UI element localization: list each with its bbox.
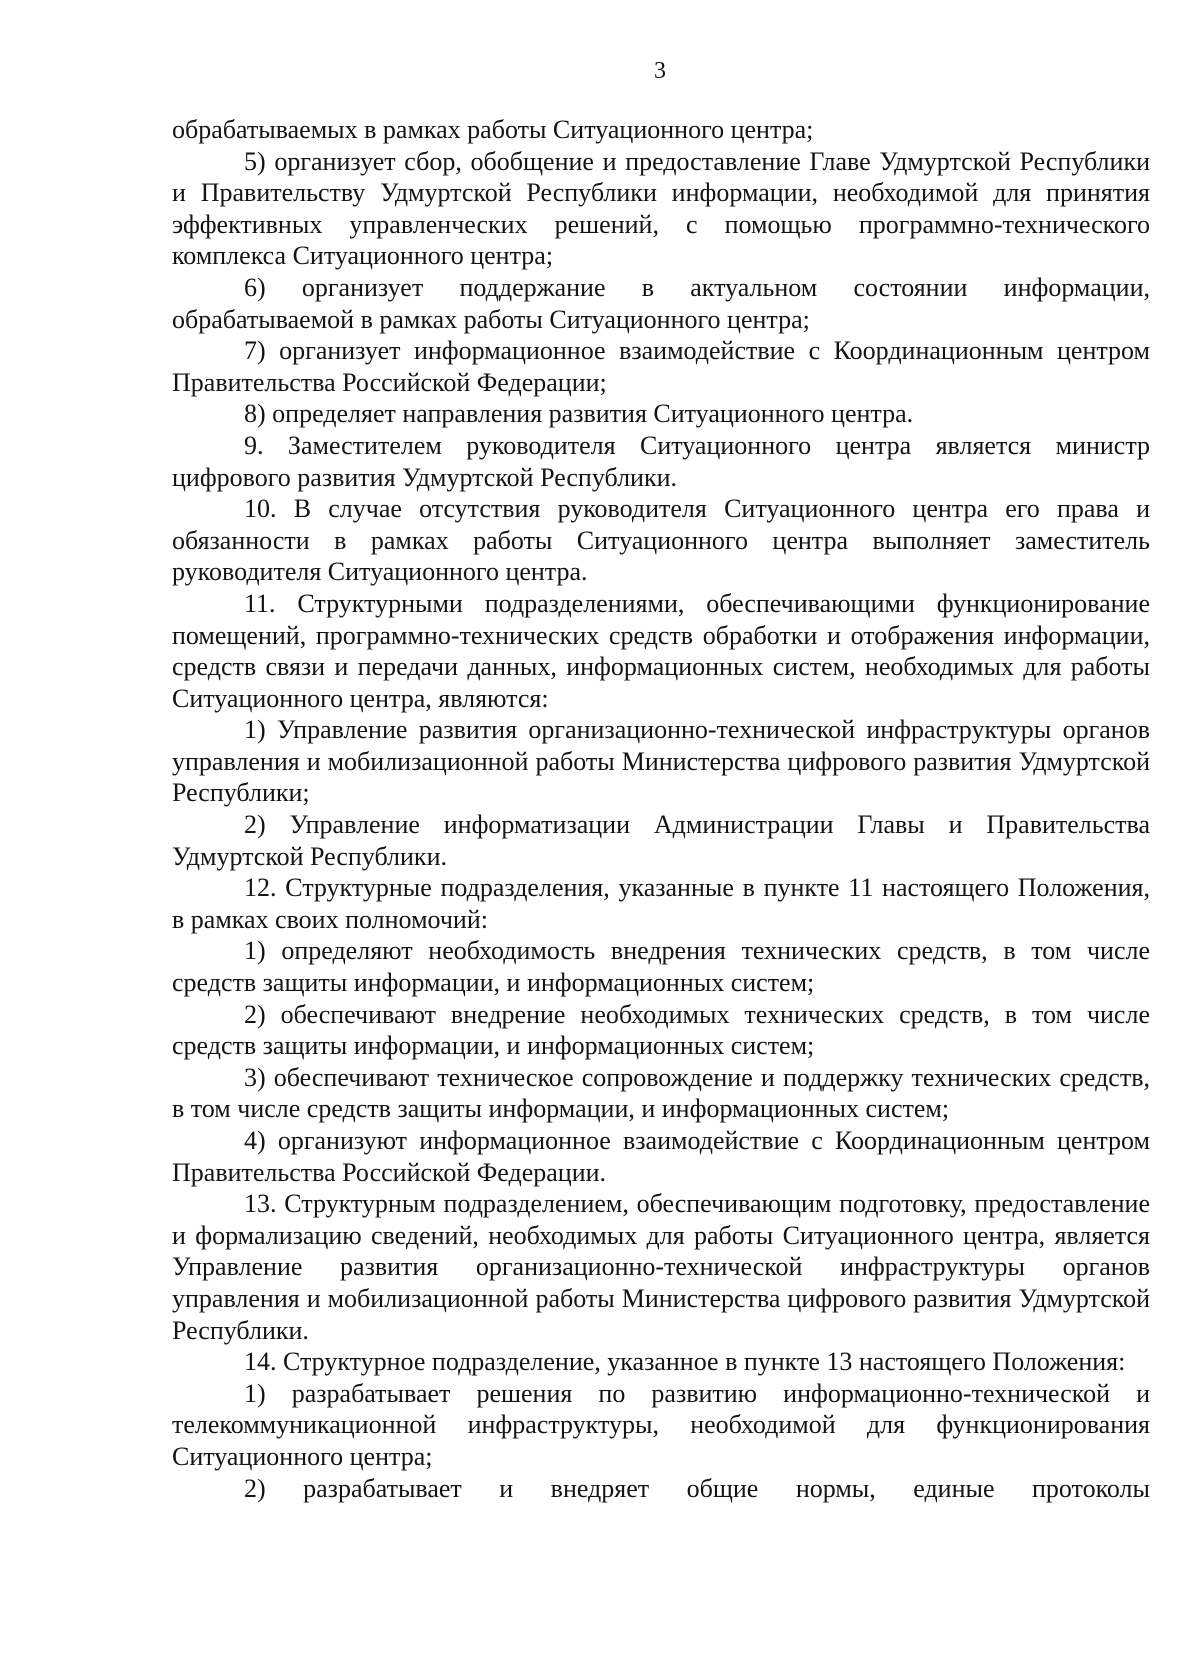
paragraph-item-8: 8) определяет направления развития Ситуационного центра.	[244, 399, 914, 429]
paragraph-clause-12-item-1: 1) определяют необходимость внедрения технических средств, в том числе средств защиты информации, и информационных систем;	[172, 936, 1150, 998]
paragraph-item-6: 6) организует поддержание в актуальном состоянии информации, обрабатываемой в рамках работы Ситуационного центра;	[172, 272, 1150, 334]
paragraph-clause-11: 11. Структурными подразделениями, обеспечивающими функционирование помещений, программно-технических средств обработки и отображения информации, средств связи и передачи данных, информационных систем, необходимых для работы Ситуационного центра, являются:	[172, 588, 1150, 713]
paragraph-clause-13: 13. Структурным подразделением, обеспечивающим подготовку, предоставление и формализацию сведений, необходимых для работы Ситуационного центра, является Управление развития организационно-технической инфраструктуры органов управления и мобилизационной работы Министерства цифрового развития Удмуртской Республики.	[172, 1189, 1150, 1345]
paragraph-clause-14-item-2: 2) разрабатывает и внедряет общие нормы, единые протоколы	[244, 1473, 1150, 1503]
paragraph-clause-14: 14. Структурное подразделение, указанное в пункте 13 настоящего Положения:	[244, 1347, 1126, 1377]
paragraph-clause-12-item-2: 2) обеспечивают внедрение необходимых технических средств, в том числе средств защиты информации, и информационных систем;	[172, 999, 1150, 1061]
paragraph-continuation: обрабатываемых в рамках работы Ситуационного центра;	[172, 115, 814, 144]
paragraph-item-7: 7) организует информационное взаимодействие с Координационным центром Правительства Российской Федерации;	[172, 336, 1150, 397]
paragraph-clause-14-item-1: 1) разрабатывает решения по развитию информационно-технической и телекоммуникационной инфраструктуры, необходимой для функционирования Ситуационного центра;	[172, 1378, 1150, 1471]
paragraph-item-5: 5) организует сбор, обобщение и предоставление Главе Удмуртской Республики и Правительству Удмуртской Республики информации, необходимой для принятия эффективных управленческих решений, с помощью программно-технического комплекса Ситуационного центра;	[172, 146, 1150, 271]
paragraph-clause-10: 10. В случае отсутствия руководителя Ситуационного центра его права и обязанности в рамках работы Ситуационного центра выполняет заместитель руководителя Ситуационного центра.	[172, 494, 1150, 587]
document-body	[172, 114, 1150, 1504]
page-number: 3	[654, 58, 666, 84]
paragraph-clause-11-item-2: 2) Управление информатизации Администрации Главы и Правительства Удмуртской Республики.	[172, 810, 1150, 871]
paragraph-clause-12-item-3: 3) обеспечивают техническое сопровождение и поддержку технических средств, в том числе средств защиты информации, и информационных систем;	[172, 1062, 1150, 1124]
paragraph-clause-12-item-4: 4) организуют информационное взаимодействие с Координационным центром Правительства Российской Федерации.	[172, 1126, 1150, 1187]
paragraph-clause-12: 12. Структурные подразделения, указанные в пункте 11 настоящего Положения, в рамках своих полномочий:	[172, 873, 1150, 934]
paragraph-clause-9: 9. Заместителем руководителя Ситуационного центра является министр цифрового развития Удмуртской Республики.	[172, 430, 1150, 492]
paragraph-clause-11-item-1: 1) Управление развития организационно-технической инфраструктуры органов управления и мобилизационной работы Министерства цифрового развития Удмуртской Республики;	[172, 715, 1150, 808]
